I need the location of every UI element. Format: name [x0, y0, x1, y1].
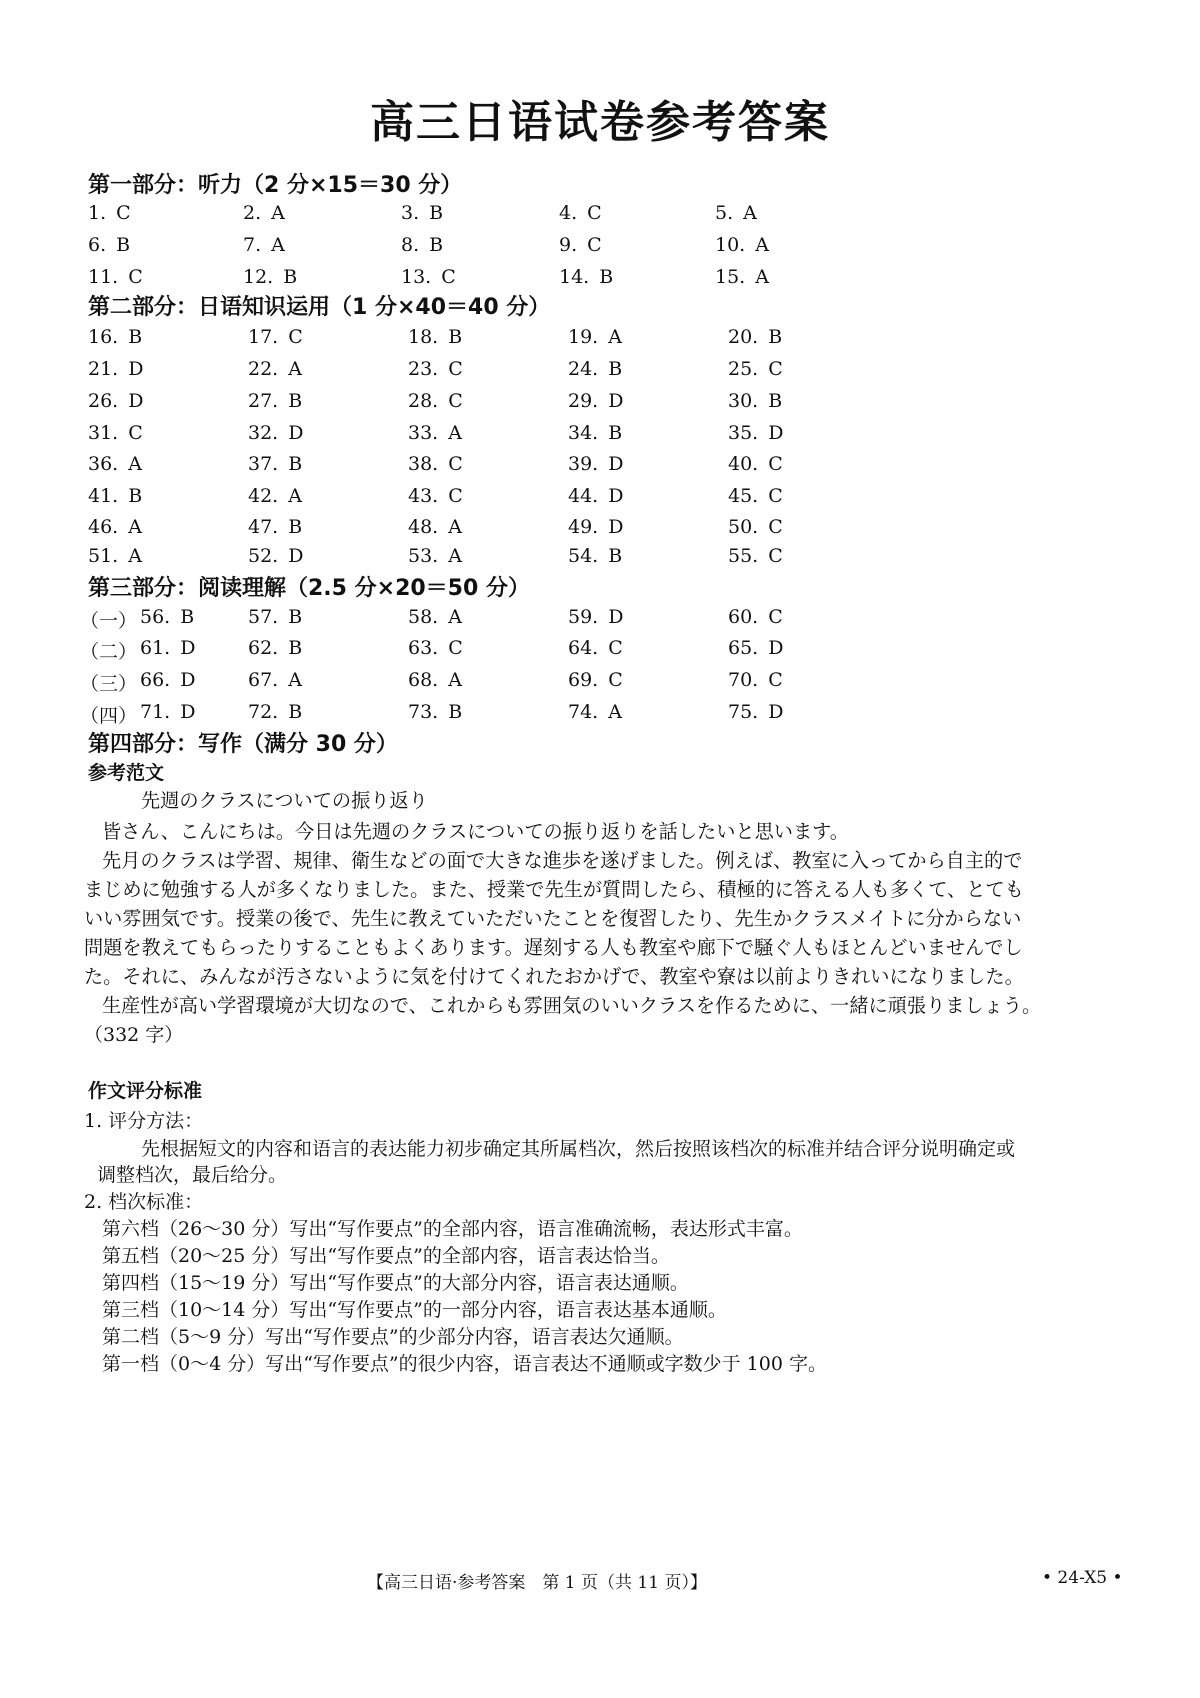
level-standard-line: 第一档（0～4 分）写出“写作要点”的很少内容，语言表达不通顺或字数少于 100 字。: [102, 1353, 827, 1375]
answer-letter: A: [448, 422, 462, 444]
answer-letter: C: [587, 202, 602, 224]
question-number: 14.: [559, 266, 590, 288]
question-number: 5.: [715, 202, 734, 224]
answer-item: [568, 701, 622, 723]
question-number: 52.: [248, 545, 279, 567]
question-number: 33.: [408, 422, 439, 444]
answer-letter: C: [448, 637, 463, 659]
answer-letter: B: [288, 637, 303, 659]
answer-item: [140, 606, 194, 628]
question-number: 4.: [559, 202, 578, 224]
question-number: 28.: [408, 390, 439, 412]
question-number: 45.: [728, 485, 759, 507]
answer-letter: C: [288, 326, 303, 348]
answer-letter: D: [768, 422, 784, 444]
question-number: 37.: [248, 453, 279, 475]
essay-line: 先月のクラスは学習、規律、衛生などの面で大きな進歩を遂げました。例えば、教室に入ってから自主的で: [102, 849, 1023, 872]
answer-item: [248, 637, 302, 659]
answer-letter: B: [116, 234, 131, 256]
question-number: 27.: [248, 390, 279, 412]
answer-item: [88, 266, 143, 288]
answer-item: [248, 390, 302, 412]
answer-item: [248, 606, 302, 628]
answer-letter: A: [448, 669, 462, 691]
answer-letter: A: [128, 453, 142, 475]
essay-line: まじめに勉強する人が多くなりました。また、授業で先生が質問したら、積極的に答える人も多くて、とても: [84, 878, 1024, 901]
answer-item: [248, 358, 302, 380]
answer-item: [728, 390, 782, 412]
answer-item: [559, 266, 613, 288]
question-number: 53.: [408, 545, 439, 567]
question-number: 61.: [140, 637, 171, 659]
answer-item: [728, 701, 783, 723]
answer-item: [568, 358, 622, 380]
question-number: 69.: [568, 669, 599, 691]
answer-letter: A: [755, 234, 769, 256]
answer-letter: D: [608, 485, 624, 507]
answer-letter: C: [128, 422, 143, 444]
question-number: 42.: [248, 485, 279, 507]
question-number: 40.: [728, 453, 759, 475]
question-number: 57.: [248, 606, 279, 628]
answer-letter: A: [608, 326, 622, 348]
question-number: 63.: [408, 637, 439, 659]
answer-item: [408, 701, 462, 723]
answer-letter: D: [128, 358, 144, 380]
answer-item: [408, 545, 462, 567]
method-line-2: 调整档次，最后给分。: [97, 1164, 288, 1186]
question-number: 47.: [248, 516, 279, 538]
answer-letter: C: [448, 453, 463, 475]
page-title: 高三日语试卷参考答案: [370, 97, 830, 148]
answer-item: [408, 516, 462, 538]
answer-letter: D: [128, 390, 144, 412]
answer-letter: C: [768, 516, 783, 538]
question-number: 19.: [568, 326, 599, 348]
answer-row: [88, 422, 888, 452]
answer-row: [88, 202, 888, 232]
answer-row: [88, 516, 888, 546]
criteria-heading: 作文评分标准: [88, 1080, 203, 1102]
answer-item: [408, 358, 463, 380]
answer-row: [88, 358, 888, 388]
answer-item: [248, 422, 303, 444]
answer-item: [88, 390, 143, 412]
question-number: 46.: [88, 516, 119, 538]
answer-item: [728, 637, 783, 659]
answer-item: [243, 202, 285, 224]
answer-item: [248, 516, 302, 538]
answer-letter: B: [429, 234, 444, 256]
question-number: 75.: [728, 701, 759, 723]
answer-item: [559, 234, 602, 256]
passage-group-label: （三）: [80, 673, 138, 695]
question-number: 10.: [715, 234, 746, 256]
answer-letter: A: [128, 516, 142, 538]
answer-item: [728, 326, 782, 348]
question-number: 36.: [88, 453, 119, 475]
answer-letter: C: [448, 485, 463, 507]
essay-line: 皆さん、こんにちは。今日は先週のクラスについての振り返りを話したいと思います。: [102, 820, 849, 843]
answer-letter: C: [768, 453, 783, 475]
answer-letter: B: [288, 606, 303, 628]
question-number: 20.: [728, 326, 759, 348]
footer-page-info: 【高三日语·参考答案 第 1 页（共 11 页）】: [367, 1573, 707, 1593]
answer-row: [80, 606, 888, 636]
question-number: 26.: [88, 390, 119, 412]
answer-letter: C: [448, 358, 463, 380]
answer-row: [80, 669, 888, 699]
question-number: 34.: [568, 422, 599, 444]
question-number: 6.: [88, 234, 107, 256]
answer-item: [248, 545, 303, 567]
passage-group-label: （一）: [80, 610, 138, 632]
answer-letter: C: [441, 266, 456, 288]
answer-letter: A: [608, 701, 622, 723]
question-number: 73.: [408, 701, 439, 723]
answer-item: [568, 516, 623, 538]
answer-item: [88, 234, 130, 256]
level-standard-line: 第二档（5～9 分）写出“写作要点”的少部分内容，语言表达欠通顺。: [102, 1326, 684, 1348]
answer-item: [568, 326, 622, 348]
answer-item: [401, 266, 456, 288]
answer-letter: A: [755, 266, 769, 288]
answer-letter: B: [608, 545, 623, 567]
answer-item: [728, 422, 783, 444]
question-number: 62.: [248, 637, 279, 659]
answer-letter: B: [608, 422, 623, 444]
answer-item: [248, 326, 303, 348]
answer-letter: B: [288, 516, 303, 538]
answer-letter: B: [768, 326, 783, 348]
answer-item: [568, 606, 623, 628]
question-number: 31.: [88, 422, 119, 444]
answer-letter: D: [608, 606, 624, 628]
sample-essay-heading: 参考范文: [88, 762, 165, 784]
answer-letter: D: [180, 701, 196, 723]
question-number: 56.: [140, 606, 171, 628]
answer-letter: B: [448, 326, 463, 348]
question-number: 64.: [568, 637, 599, 659]
question-number: 12.: [243, 266, 274, 288]
answer-item: [559, 202, 602, 224]
answer-letter: C: [116, 202, 131, 224]
essay-title: 先週のクラスについての振り返り: [141, 789, 428, 812]
answer-item: [140, 637, 195, 659]
answer-letter: D: [288, 422, 304, 444]
answer-item: [728, 453, 783, 475]
answer-item: [401, 234, 443, 256]
answer-letter: C: [587, 234, 602, 256]
answer-item: [88, 453, 142, 475]
question-number: 30.: [728, 390, 759, 412]
answer-letter: D: [768, 637, 784, 659]
answer-item: [88, 545, 142, 567]
answer-item: [568, 669, 623, 691]
answer-letter: A: [448, 516, 462, 538]
question-number: 32.: [248, 422, 279, 444]
answer-letter: B: [768, 390, 783, 412]
answer-letter: C: [768, 358, 783, 380]
answer-item: [401, 202, 443, 224]
answer-letter: B: [288, 701, 303, 723]
answer-letter: D: [180, 637, 196, 659]
answer-letter: C: [608, 669, 623, 691]
footer-code: • 24-X5 •: [1042, 1568, 1123, 1588]
question-number: 41.: [88, 485, 119, 507]
question-number: 29.: [568, 390, 599, 412]
answer-letter: A: [288, 485, 302, 507]
answer-item: [728, 545, 783, 567]
answer-item: [728, 516, 783, 538]
question-number: 54.: [568, 545, 599, 567]
passage-group-label: （四）: [80, 705, 138, 727]
answer-letter: B: [448, 701, 463, 723]
answer-item: [88, 358, 143, 380]
passage-group-label: （二）: [80, 641, 138, 663]
answer-row: [88, 390, 888, 420]
answer-letter: A: [448, 545, 462, 567]
question-number: 71.: [140, 701, 171, 723]
question-number: 55.: [728, 545, 759, 567]
answer-item: [88, 202, 131, 224]
answer-letter: C: [768, 545, 783, 567]
question-number: 39.: [568, 453, 599, 475]
answer-item: [568, 422, 622, 444]
answer-letter: D: [180, 669, 196, 691]
answer-row: [80, 637, 888, 667]
method-label: 1. 评分方法：: [84, 1110, 204, 1132]
answer-item: [140, 701, 195, 723]
essay-line: 生産性が高い学習環境が大切なので、これからも雰囲気のいいクラスを作るために、一緒に頑張りましょう。: [102, 994, 1042, 1017]
question-number: 16.: [88, 326, 119, 348]
answer-item: [715, 234, 769, 256]
answer-letter: B: [283, 266, 298, 288]
question-number: 38.: [408, 453, 439, 475]
question-number: 58.: [408, 606, 439, 628]
question-number: 74.: [568, 701, 599, 723]
answer-letter: A: [271, 234, 285, 256]
question-number: 43.: [408, 485, 439, 507]
question-number: 21.: [88, 358, 119, 380]
question-number: 51.: [88, 545, 119, 567]
question-number: 44.: [568, 485, 599, 507]
answer-letter: A: [128, 545, 142, 567]
answer-item: [88, 516, 142, 538]
question-number: 72.: [248, 701, 279, 723]
answer-row: [88, 234, 888, 264]
answer-item: [243, 234, 285, 256]
answer-item: [568, 485, 623, 507]
essay-line: た。それに、みんなが汚さないように気を付けてくれたおかげで、教室や寮は以前よりきれいになりました。: [84, 965, 1024, 988]
question-number: 23.: [408, 358, 439, 380]
question-number: 17.: [248, 326, 279, 348]
answer-item: [408, 422, 462, 444]
answer-item: [728, 606, 783, 628]
question-number: 22.: [248, 358, 279, 380]
question-number: 66.: [140, 669, 171, 691]
answer-letter: C: [768, 606, 783, 628]
level-standard-line: 第三档（10～14 分）写出“写作要点”的一部分内容，语言表达基本通顺。: [102, 1299, 727, 1321]
answer-row: [88, 453, 888, 483]
answer-letter: C: [448, 390, 463, 412]
answer-item: [408, 606, 462, 628]
answer-item: [728, 358, 783, 380]
answer-letter: B: [180, 606, 195, 628]
part4-heading: 第四部分：写作（满分 30 分）: [88, 732, 398, 757]
essay-char-count: （332 字）: [84, 1024, 184, 1046]
answer-item: [408, 453, 463, 475]
question-number: 48.: [408, 516, 439, 538]
question-number: 35.: [728, 422, 759, 444]
answer-letter: A: [743, 202, 757, 224]
question-number: 60.: [728, 606, 759, 628]
answer-item: [408, 485, 463, 507]
answer-item: [248, 485, 302, 507]
answer-letter: C: [768, 669, 783, 691]
answer-item: [715, 202, 757, 224]
question-number: 50.: [728, 516, 759, 538]
question-number: 1.: [88, 202, 107, 224]
answer-letter: D: [288, 545, 304, 567]
essay-line: いい雰囲気です。授業の後で、先生に教えていただいたことを復習したり、先生かクラスメイトに分からない: [84, 907, 1022, 930]
question-number: 67.: [248, 669, 279, 691]
answer-item: [715, 266, 769, 288]
part3-heading: 第三部分：阅读理解（2.5 分×20＝50 分）: [88, 576, 530, 601]
answer-item: [243, 266, 297, 288]
answer-item: [248, 669, 302, 691]
answer-item: [248, 701, 302, 723]
answer-item: [728, 669, 783, 691]
question-number: 9.: [559, 234, 578, 256]
answer-letter: A: [448, 606, 462, 628]
answer-letter: D: [608, 390, 624, 412]
answer-letter: A: [271, 202, 285, 224]
question-number: 70.: [728, 669, 759, 691]
question-number: 18.: [408, 326, 439, 348]
part2-heading: 第二部分：日语知识运用（1 分×40＝40 分）: [88, 295, 551, 320]
question-number: 2.: [243, 202, 262, 224]
answer-letter: D: [608, 453, 624, 475]
levels-label: 2. 档次标准：: [84, 1191, 204, 1213]
answer-letter: B: [599, 266, 614, 288]
answer-item: [88, 422, 143, 444]
question-number: 13.: [401, 266, 432, 288]
question-number: 8.: [401, 234, 420, 256]
answer-item: [88, 326, 142, 348]
question-number: 3.: [401, 202, 420, 224]
answer-item: [568, 390, 623, 412]
answer-row: [88, 326, 888, 356]
essay-line: 問題を教えてもらったりすることもよくあります。遅刻する人も教室や廊下で騒ぐ人もほとんどいませんでし: [84, 936, 1023, 959]
question-number: 24.: [568, 358, 599, 380]
level-standard-line: 第六档（26～30 分）写出“写作要点”的全部内容，语言准确流畅，表达形式丰富。: [102, 1218, 803, 1240]
answer-item: [88, 485, 142, 507]
answer-item: [408, 326, 462, 348]
answer-letter: B: [288, 390, 303, 412]
question-number: 68.: [408, 669, 439, 691]
answer-letter: A: [288, 669, 302, 691]
question-number: 25.: [728, 358, 759, 380]
answer-item: [140, 669, 195, 691]
level-standard-line: 第五档（20～25 分）写出“写作要点”的全部内容，语言表达恰当。: [102, 1245, 670, 1267]
answer-item: [728, 485, 783, 507]
answer-row: [88, 485, 888, 515]
question-number: 65.: [728, 637, 759, 659]
answer-letter: B: [608, 358, 623, 380]
answer-letter: B: [288, 453, 303, 475]
answer-letter: B: [429, 202, 444, 224]
answer-item: [408, 669, 462, 691]
answer-letter: B: [128, 485, 143, 507]
question-number: 7.: [243, 234, 262, 256]
answer-letter: D: [768, 701, 784, 723]
answer-item: [248, 453, 302, 475]
answer-item: [568, 637, 623, 659]
question-number: 59.: [568, 606, 599, 628]
answer-letter: C: [768, 485, 783, 507]
answer-letter: D: [608, 516, 624, 538]
answer-letter: C: [128, 266, 143, 288]
part1-heading: 第一部分：听力（2 分×15＝30 分）: [88, 173, 463, 198]
question-number: 49.: [568, 516, 599, 538]
question-number: 11.: [88, 266, 119, 288]
answer-item: [568, 453, 623, 475]
answer-item: [408, 390, 463, 412]
answer-item: [408, 637, 463, 659]
answer-item: [568, 545, 622, 567]
method-line-1: 先根据短文的内容和语言的表达能力初步确定其所属档次，然后按照该档次的标准并结合评分说明确定或: [141, 1138, 1016, 1160]
answer-letter: B: [128, 326, 143, 348]
answer-letter: A: [288, 358, 302, 380]
level-standard-line: 第四档（15～19 分）写出“写作要点”的大部分内容，语言表达通顺。: [102, 1272, 689, 1294]
question-number: 15.: [715, 266, 746, 288]
answer-letter: C: [608, 637, 623, 659]
